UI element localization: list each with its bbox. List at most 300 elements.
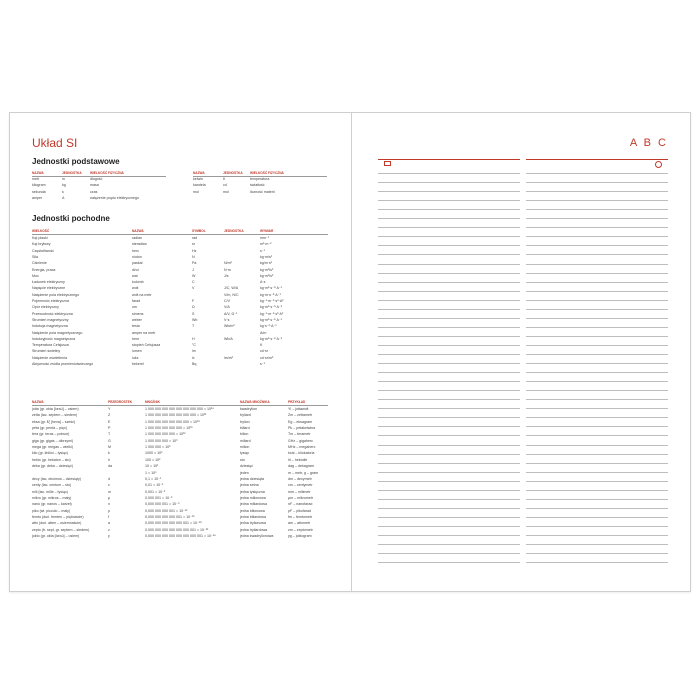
table-cell: kg⁻¹·m⁻²·s⁴·A² [260,299,284,303]
table-cell: 0,000 000 000 000 000 000 000 001 = 10⁻²⁴ [145,534,216,538]
si-units-page [10,113,352,591]
table-cell: kelwin [193,177,203,181]
column-header: NAZWA [32,171,44,175]
ruled-line [378,390,520,391]
moon-icon [655,161,662,168]
table-cell: am – attometr [288,521,311,526]
table-cell: jedna milionowa [240,495,266,500]
ruled-line [378,417,520,418]
table-cell: kg·s⁻²·A⁻¹ [260,324,277,329]
ruled-line [378,535,520,536]
table-cell: lumen [132,349,142,354]
ruled-line [378,562,520,563]
table-cell: 1 000 000 000 000 000 = 10¹⁵ [145,426,193,431]
table-cell: biliard [240,426,250,431]
table-cell: peta (gr. penta – pięć) [32,426,67,431]
ruled-line [378,264,520,265]
table-cell: 0,000 000 000 000 001 = 10⁻¹⁵ [145,514,195,519]
table-cell: sr [192,242,195,247]
table-cell: C [192,280,195,285]
table-cell: jedna tryliardowa [240,527,268,532]
table-cell: deka (gr. deka – dziesięć) [32,464,73,469]
table-cell: mol [223,189,229,194]
table-cell: eksa (gr. ἕξ [hexa] – sześć) [32,419,76,424]
table-cell: mm – milimetr [288,489,311,494]
ruled-lines [378,157,668,571]
page-title: Układ SI [32,136,78,150]
ruled-line [378,345,520,346]
ruled-line [378,553,520,554]
ruled-line [526,472,668,473]
table-cell: wat [132,273,138,278]
table-cell: Ciśnienie [32,261,47,266]
ruled-line [378,363,520,364]
table-cell: Natężenie pola magnetycznego [32,330,83,335]
table-cell: jokto (gr. okta [ὀκτώ] – osiem) [32,534,80,538]
table-cell: długość [90,177,103,181]
table-cell: herc [132,248,139,253]
table-cell: kulomb [132,280,144,285]
table-cell: Ładunek elektryczny [32,280,65,285]
table-rule [193,176,327,177]
table-cell: tesla [132,324,140,329]
table-cell: simens [132,311,144,316]
ruled-line [378,490,520,491]
table-cell: Indukcja magnetyczna [32,324,68,329]
ruled-line [378,526,520,527]
ruled-line [378,227,520,228]
table-cell: farad [132,299,141,303]
table-cell: piko (wł. piccolo – mały) [32,508,71,513]
table-cell: Kąt bryłowy [32,242,51,247]
table-cell: da [108,464,112,469]
ruled-line [526,291,668,292]
top-rule [378,159,520,160]
table-cell: cd·sr [260,349,268,354]
table-cell: 0,000 000 001 = 10⁻⁹ [145,502,180,507]
ruled-line [526,454,668,455]
table-cell: tryliard [240,413,251,418]
table-cell: dziesięć [240,464,253,469]
ruled-line [526,236,668,237]
table-cell: kilo (gr. khilioi – tysiąc) [32,451,68,456]
table-cell: n [108,502,110,507]
table-cell: Pk – petakelwina [288,426,316,431]
ruled-line [526,372,668,373]
table-cell: Wb [192,317,198,322]
derived-units-heading: Jednostki pochodne [32,214,110,223]
table-cell: Wb/A [224,336,233,341]
table-cell: niuton [132,254,142,259]
table-cell: d [108,476,110,481]
ruled-line [378,508,520,509]
table-cell: G [108,438,111,443]
ruled-line [526,354,668,355]
table-cell: bilion [240,432,249,437]
table-cell: tysiąc [240,451,250,456]
table-cell: 1 000 000 000 000 000 000 = 10¹⁸ [145,419,200,424]
table-cell: bekerel [132,362,144,366]
table-rule [32,234,328,235]
ruled-line [526,309,668,310]
table-cell: paskal [132,261,143,266]
table-cell: sekunda [32,189,46,194]
table-cell: Hz [192,248,197,253]
ruled-line [378,481,520,482]
ruled-line [526,435,668,436]
ruled-line [378,291,520,292]
column-header: SYMBOL [192,229,206,233]
table-cell: z [108,527,110,532]
column-header: WYMIAR [260,229,274,233]
table-cell: μ [108,495,111,500]
ruled-line [526,490,668,491]
table-cell: Zm – zettametr [288,413,313,418]
table-cell: milion [240,445,250,450]
ruled-line [378,435,520,436]
column-header: JEDNOSTKA [223,171,243,175]
table-cell: y [108,534,110,538]
table-cell: dag – dekagram [288,464,314,469]
table-cell: natężenie prądu elektrycznego [90,195,139,200]
table-cell: zm – zeptometr [288,527,313,532]
table-cell: J/C, W/A [224,286,239,291]
table-cell: jedna biliardowa [240,514,266,519]
ruled-line [526,526,668,527]
table-cell: Energia, praca [32,267,56,272]
table-cell: s⁻¹ [260,248,265,253]
ruled-line [526,200,668,201]
table-cell: m [62,177,65,181]
table-cell: amper [32,195,43,200]
table-cell: 0,000 000 000 000 000 001 = 10⁻¹⁸ [145,521,202,526]
table-cell: T [108,432,111,437]
ruled-line [526,318,668,319]
table-cell: cm – centymetr [288,483,313,488]
table-cell: f [108,514,109,519]
table-cell: steradian [132,242,147,247]
table-cell: centy (łac. centum – sto) [32,483,72,488]
ruled-line [378,399,520,400]
ruled-line [378,454,520,455]
table-cell: jedna setna [240,483,259,488]
table-cell: fm – femtometr [288,514,313,519]
column-header: NAZWA [32,400,44,404]
table-cell: wolt na metr [132,292,152,297]
ruled-line [378,336,520,337]
table-cell: hekto (gr. hekaton – sto) [32,457,71,462]
table-cell: μm – mikrometr [288,495,314,500]
column-header: WIELKOŚĆ [32,229,50,233]
table-cell: mikro (gr. mikros – mały) [32,495,72,500]
ruled-line [526,218,668,219]
table-cell: masa [90,183,99,188]
table-cell: N·m [224,267,231,272]
ruled-line [526,273,668,274]
index-page [352,113,690,591]
table-cell: mol [193,189,199,194]
table-cell: MHz – megaherc [288,445,316,450]
ruled-line [526,345,668,346]
table-cell: s⁻¹ [260,362,265,366]
table-cell: radian [132,236,142,240]
ruled-line [526,481,668,482]
table-cell: K [223,177,226,181]
table-cell: kg [62,183,66,188]
ruled-line [526,254,668,255]
table-cell: kg·m²/s² [260,267,274,272]
table-cell: H [192,336,195,341]
table-cell: kg·m²·s⁻²·A⁻¹ [260,317,282,322]
table-cell: nF – nanofarad [288,502,313,507]
table-cell: 10 = 10¹ [145,464,159,469]
table-cell: Tm – terametr [288,432,311,437]
table-cell: atto (duń. atten – osiemnaście) [32,521,82,526]
table-cell: zepto (fr. sept, gr. septem – siedem) [32,527,90,532]
table-cell: V [192,286,195,291]
table-cell: zetta (łac. septem – siedem) [32,413,78,418]
table-cell: kandela [193,183,206,188]
table-cell: V/A [224,305,230,310]
table-cell: p [108,508,110,513]
table-cell: temperatura [250,177,270,181]
table-cell: jeden [240,470,249,475]
table-cell: m – metr, g – gram [288,470,319,475]
table-cell: 100 = 10² [145,457,161,462]
column-header: NAZWA [132,229,144,233]
ruled-line [378,372,520,373]
table-cell: kg·m²·s⁻³·A⁻¹ [260,286,282,291]
table-cell: jedna miliardowa [240,502,267,507]
table-cell: trylion [240,419,250,424]
table-cell: tera (gr. teras – potwór) [32,432,70,437]
notebook-spread [9,112,691,592]
table-cell: cd·sr/m² [260,355,274,360]
table-cell: kilogram [32,183,46,188]
column-header: NAZWA MNOŻNIKA [240,400,270,404]
table-cell: jedna kwadrylionowa [240,534,274,538]
table-cell: giga (gr. gigas – olbrzymi) [32,438,74,443]
ruled-line [378,300,520,301]
table-cell: °C [192,343,197,348]
ruled-line [378,408,520,409]
table-cell: A·s [260,280,266,285]
table-cell: Napięcie elektryczne [32,286,66,291]
ruled-line [526,173,668,174]
table-cell: 0,000 000 000 001 = 10⁻¹² [145,508,188,513]
table-cell: lm/m² [224,355,233,360]
ruled-line [378,463,520,464]
envelope-icon [384,161,391,166]
table-cell: W [192,273,196,278]
table-cell: 1 000 000 = 10⁶ [145,445,171,450]
table-cell: Moc [32,273,39,278]
column-header: WIELKOŚĆ FIZYCZNA [250,171,284,175]
table-cell: jedna trylionowa [240,521,266,526]
table-cell: P [108,426,111,431]
table-cell: amper na metr [132,330,156,335]
table-cell: 0,001 = 10⁻³ [145,489,166,494]
ruled-line [378,200,520,201]
table-cell: om [132,305,137,310]
table-cell: Natężenie pola elektrycznego [32,292,80,297]
lines-column-left [378,157,520,571]
table-cell: Yl – jottawolt [288,407,309,411]
column-header: JEDNOSTKA [62,171,82,175]
ruled-line [526,300,668,301]
ruled-line [526,426,668,427]
table-cell: wolt [132,286,139,291]
column-header: WIELKOŚĆ FIZYCZNA [90,171,124,175]
ruled-line [526,191,668,192]
table-cell: Bq [192,362,197,366]
table-cell: henr [132,336,140,341]
table-rule [32,405,328,406]
table-cell: 0,000 001 = 10⁻⁶ [145,495,173,500]
ruled-line [526,363,668,364]
table-cell: kg·m²·s⁻³·A⁻² [260,305,282,310]
table-cell: V/m, N/C [224,292,239,297]
ruled-line [378,218,520,219]
table-cell: Kąt płaski [32,236,48,240]
ruled-line [526,463,668,464]
ruled-line [378,517,520,518]
table-cell: M [108,445,111,450]
ruled-line [378,544,520,545]
table-cell: 1 000 000 000 = 10⁹ [145,438,178,443]
ruled-line [526,245,668,246]
table-cell: 1 000 000 000 000 = 10¹² [145,432,186,437]
table-cell: cd [223,183,227,188]
table-cell: weber [132,317,142,322]
table-cell: A/m [260,330,267,335]
table-cell: czas [90,189,98,194]
table-cell: Strumień magnetyczny [32,317,69,322]
ruled-line [526,445,668,446]
table-cell: Z [108,413,111,418]
table-cell: kg·m·s⁻³·A⁻¹ [260,292,281,297]
table-cell: lx [192,355,195,360]
table-cell: 1 000 000 000 000 000 000 000 000 = 10²⁴ [145,407,214,411]
table-cell: S [192,311,195,316]
ruled-line [378,381,520,382]
table-cell: kg·m/s² [260,254,272,259]
table-cell: yg – joktogram [288,534,312,538]
table-cell: m [108,489,111,494]
table-cell: hl – hektolitr [288,457,308,462]
lines-column-right [526,157,668,571]
table-cell: metr [32,177,40,181]
column-header: PRZYKŁAD [288,400,306,404]
ruled-line [378,273,520,274]
table-cell: kg/m·s² [260,261,272,266]
table-cell: rad [192,236,198,240]
ruled-line [526,417,668,418]
table-cell: J/s [224,273,229,278]
ruled-line [378,499,520,500]
ruled-line [526,264,668,265]
table-cell: GHz – gigaherc [288,438,313,443]
ruled-line [526,517,668,518]
table-cell: kg·m²/s³ [260,273,274,278]
ruled-line [526,399,668,400]
table-cell: 1000 = 10³ [145,451,163,456]
table-cell: lm [192,349,196,354]
ruled-line [526,408,668,409]
table-cell: Eg – eksagram [288,419,313,424]
table-cell: dm – decymetr [288,476,312,481]
table-cell: N [192,254,195,259]
column-header: JEDNOSTKA [224,229,244,233]
table-cell: T [192,324,195,329]
table-cell: femto (duń. femten – piętnaście) [32,514,84,519]
ruled-line [526,562,668,563]
table-cell: E [108,419,111,424]
table-cell: 0,1 = 10⁻¹ [145,476,162,481]
table-cell: 0,01 = 10⁻² [145,483,164,488]
ruled-line [378,309,520,310]
table-cell: jedna bilionowa [240,508,265,513]
table-cell: 0,000 000 000 000 000 000 001 = 10⁻²¹ [145,527,209,532]
ruled-line [378,209,520,210]
table-cell: kcal – kilokaloria [288,451,315,456]
table-cell: kg⁻¹·m⁻²·s³·A² [260,311,284,316]
table-cell: światłość [250,183,265,188]
table-cell: Ω [192,305,195,310]
table-cell: 1 000 000 000 000 000 000 000 = 10²¹ [145,413,207,418]
ruled-line [378,191,520,192]
table-cell: Opór elektryczny [32,305,59,310]
ruled-line [378,245,520,246]
index-letters: A B C [629,137,668,149]
table-cell: luks [132,355,139,360]
ruled-line [526,535,668,536]
table-cell: A/V, Ω⁻¹ [224,311,238,316]
ruled-line [526,553,668,554]
column-header: PRZEDROSTEK [108,400,133,404]
ruled-line [526,544,668,545]
ruled-line [378,182,520,183]
table-cell: kwadrylion [240,407,257,411]
ruled-line [378,354,520,355]
table-cell: liczność materii [250,189,275,194]
table-cell: k [108,451,110,456]
table-cell: J [192,267,194,272]
column-header: NAZWA [193,171,205,175]
top-rule [526,159,668,160]
table-cell: A [62,195,65,200]
table-cell: Pojemność elektryczna [32,299,69,303]
ruled-line [378,318,520,319]
ruled-line [526,381,668,382]
table-cell: Natężenie oświetlenia [32,355,67,360]
table-cell: sto [240,457,245,462]
table-cell: Temperatura Celsjusza [32,343,69,348]
ruled-line [526,508,668,509]
table-cell: mega (gr. megas – wielki) [32,445,73,450]
table-cell: nano (gr. nanos – karzeł) [32,502,72,507]
base-units-heading: Jednostki podstawowe [32,157,120,166]
table-cell: decy (łac. decimus – dziesiąty) [32,476,81,481]
table-cell: Strumień świetlny [32,349,61,354]
ruled-line [526,499,668,500]
table-cell: Przewodność elektryczna [32,311,73,316]
table-cell: jedna dziesiąta [240,476,264,481]
table-cell: m²·m⁻² [260,242,272,247]
ruled-line [378,445,520,446]
ruled-line [378,173,520,174]
ruled-line [526,336,668,337]
